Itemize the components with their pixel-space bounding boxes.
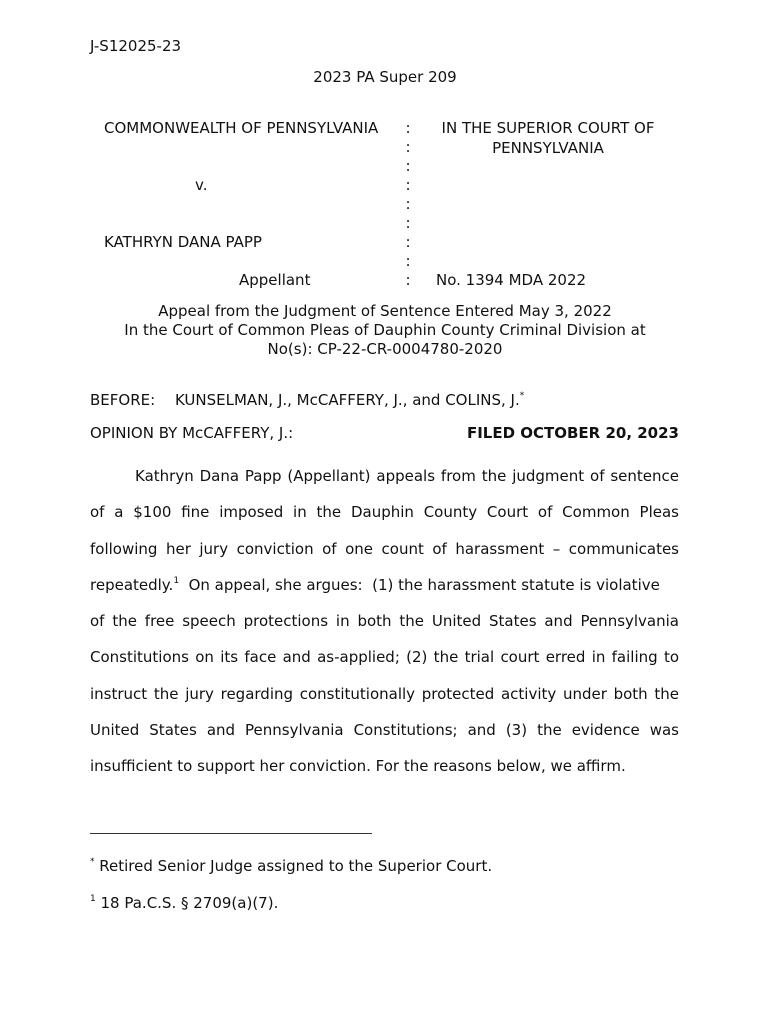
judges: KUNSELMAN, J., McCAFFERY, J., and COLINS, J.	[175, 391, 520, 409]
footnote	[90, 857, 492, 875]
paragraph-line: Kathryn Dana Papp (Appellant) appeals from the judgment of sentence	[135, 467, 679, 485]
line-text: On appeal, she argues: (1) the harassment statute is violative	[179, 575, 660, 594]
caption-colon: :	[405, 271, 411, 289]
footnote-marker: 1	[90, 894, 96, 904]
line-text: repeatedly.	[90, 575, 174, 594]
filed-date: FILED OCTOBER 20, 2023	[466, 424, 679, 442]
appeal-line: No(s): CP-22-CR-0004780-2020	[267, 340, 503, 358]
paragraph-line: Constitutions on its face and as-applied; (2) the trial court erred in failing to	[90, 648, 679, 667]
citation: 2023 PA Super 209	[313, 68, 457, 86]
footnote-text: Retired Senior Judge assigned to the Superior Court.	[94, 857, 493, 875]
paragraph-line: insufficient to support her conviction. For the reasons below, we affirm.	[90, 757, 626, 775]
paragraph-line: of a $100 fine imposed in the Dauphin County Court of Common Pleas	[90, 503, 679, 522]
caption-colon: :	[405, 119, 411, 137]
paragraph-line: United States and Pennsylvania Constitutions; and (3) the evidence was	[90, 720, 679, 739]
footnote	[90, 894, 278, 912]
caption-colon: :	[405, 252, 411, 270]
versus: v.	[195, 176, 208, 194]
opinion-paragraph	[90, 458, 679, 784]
party-plaintiff: COMMONWEALTH OF PENNSYLVANIA	[104, 119, 379, 137]
caption-colon: :	[405, 214, 411, 232]
paragraph-line: instruct the jury regarding constitutionally protected activity under both the	[90, 684, 679, 703]
before-label: BEFORE:	[90, 391, 156, 409]
paragraph-line: of the free speech protections in both the United States and Pennsylvania	[90, 612, 679, 630]
footnote-text: 18 Pa.C.S. § 2709(a)(7).	[95, 894, 279, 912]
appeal-line: Appeal from the Judgment of Sentence Entered May 3, 2022	[158, 302, 612, 320]
court-name-line1: IN THE SUPERIOR COURT OF	[441, 119, 655, 137]
footnote-marker: *	[519, 391, 525, 401]
caption-colon: :	[405, 195, 411, 213]
caption-colon: :	[405, 176, 411, 194]
paragraph-line: following her jury conviction of one count of harassment – communicates	[90, 539, 679, 558]
footnote-marker: *	[90, 857, 95, 867]
caption-colon: :	[405, 233, 411, 251]
case-number: No. 1394 MDA 2022	[436, 271, 587, 289]
caption-colon: :	[405, 138, 411, 156]
footnote-divider	[90, 833, 372, 834]
opinion-by: OPINION BY McCAFFERY, J.:	[90, 424, 294, 442]
appeal-line: In the Court of Common Pleas of Dauphin County Criminal Division at	[124, 321, 646, 339]
before-line	[90, 391, 524, 409]
caption-colon: :	[405, 157, 411, 175]
docket-number: J-S12025-23	[90, 37, 182, 55]
court-name-line2: PENNSYLVANIA	[492, 139, 604, 157]
paragraph-line	[90, 567, 679, 603]
footnote-marker: 1	[173, 575, 180, 586]
party-defendant: KATHRYN DANA PAPP	[104, 233, 262, 251]
party-role: Appellant	[239, 271, 311, 289]
